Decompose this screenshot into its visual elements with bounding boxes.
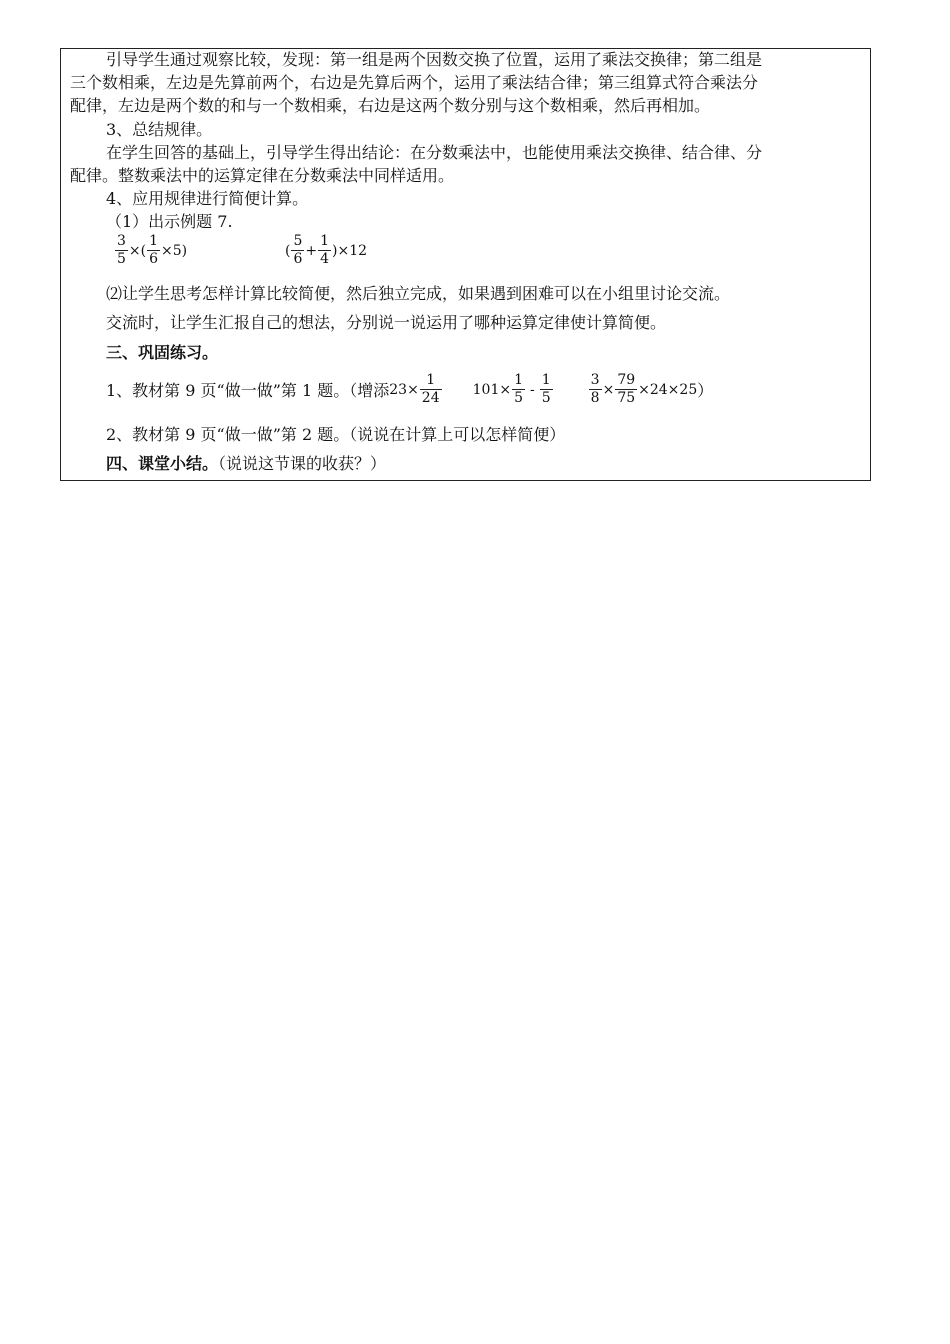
fraction: $\frac{1}{5}$: [514, 372, 523, 406]
summary-note: （说说这节课的收获？）: [218, 454, 387, 473]
section-heading: 4、应用规律进行简便计算。: [106, 189, 309, 208]
fraction: $\frac{1}{24}$: [421, 372, 440, 406]
paragraph-line: 配律，左边是两个数的和与一个数相乘，右边是这两个数分别与这个数相乘，然后再相加。: [70, 96, 711, 115]
paragraph-line: 配律。整数乘法中的运算定律在分数乘法中同样适用。: [70, 166, 455, 185]
fraction: $\frac{1}{6}$: [149, 233, 159, 267]
paragraph-line: 交流时，让学生汇报自己的想法，分别说一说运用了哪种运算定律使计算简便。: [106, 313, 667, 332]
section-heading: 3、总结规律。: [106, 120, 213, 139]
math-expression-1: $\frac{3}{5}$ ×( $\frac{1}{6}$ ×5): [117, 233, 188, 267]
summary-line: [106, 454, 386, 474]
paragraph-line: ⑵让学生思考怎样计算比较简便，然后独立完成，如果遇到困难可以在小组里讨论交流。: [106, 284, 731, 303]
fraction: $\frac{1}{5}$: [541, 372, 551, 406]
exercise-1: 1、教材第 9 页“做一做”第 1 题。（增添 23× $\frac{1}{24}$ 101× $\frac{1}{5}$ - $\frac{1}{5}$ $\frac{3}{8}$ × $\frac{79}{75}$ ×24×25 ）: [106, 372, 714, 406]
fraction: $\frac{5}{6}$: [293, 233, 303, 267]
fraction: $\frac{3}{5}$: [117, 233, 126, 267]
paragraph-line: 引导学生通过观察比较，发现：第一组是两个因数交换了位置，运用了乘法交换律；第二组是: [106, 50, 763, 69]
paragraph-line: 在学生回答的基础上，引导学生得出结论：在分数乘法中，也能使用乘法交换律、结合律、分: [106, 143, 763, 162]
section-heading: 四、课堂小结。: [106, 454, 219, 473]
fraction: $\frac{79}{75}$: [617, 372, 636, 406]
exercise-2: 2、教材第 9 页“做一做”第 2 题。（说说在计算上可以怎样简便）: [106, 425, 566, 444]
fraction: $\frac{3}{8}$: [590, 372, 600, 406]
math-expression-2: ( $\frac{5}{6}$ + $\frac{1}{4}$ )×12: [285, 233, 368, 267]
paragraph-line: 三个数相乘，左边是先算前两个，右边是先算后两个，运用了乘法结合律；第三组算式符合乘法分: [70, 73, 759, 92]
example-title: （1）出示例题 7.: [106, 212, 233, 231]
section-heading: 三、巩固练习。: [106, 343, 219, 362]
fraction: $\frac{1}{4}$: [320, 233, 330, 267]
